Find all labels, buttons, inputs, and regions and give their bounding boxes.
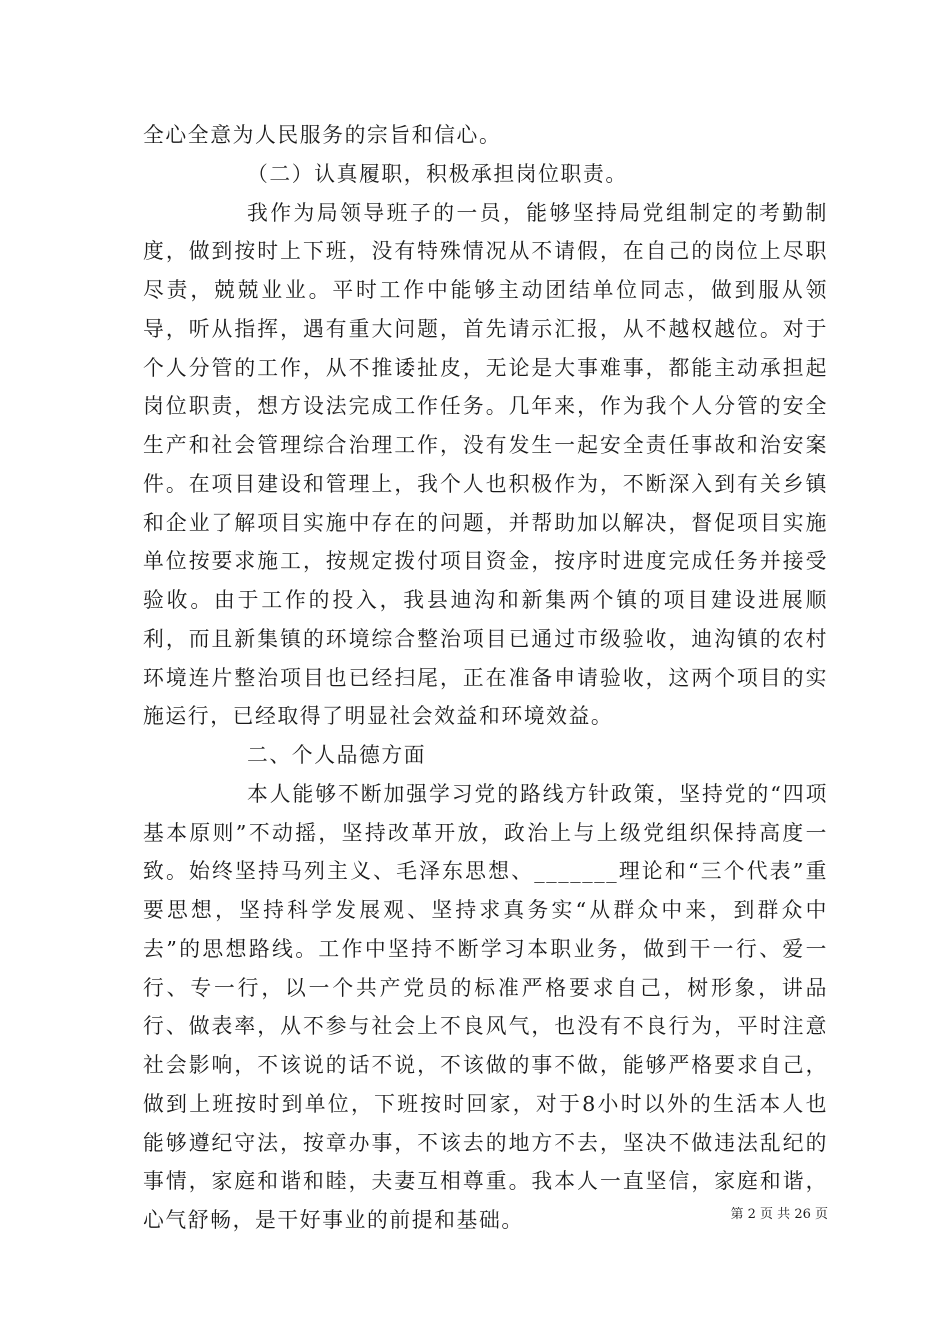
- continuation-paragraph: 全心全意为人民服务的宗旨和信心。: [143, 123, 502, 147]
- page-number-footer: 第 2 页 共 26 页: [730, 1207, 828, 1222]
- section-heading-morality: 二、个人品德方面: [247, 743, 427, 767]
- section-heading-duty: （二）认真履职，积极承担岗位职责。: [247, 161, 628, 186]
- body-paragraph-duty: 我作为局领导班子的一员，能够坚持局党组制定的考勤制度，做到按时上下班，没有特殊情况从不请假，在自己的岗位上尽职尽责，兢兢业业。平时工作中能够主动团结单位同志，做到服从领导，听从指挥，遇有重大问题，首先请示汇报，从不越权越位。对于个人分管的工作，从不推诿扯皮，无论是大事难事，都能主动承担起岗位职责，想方设法完成工作任务。几年来，作为我个人分管的安全生产和社会管理综合治理工作，没有发生一起安全责任事故和治安案件。在项目建设和管理上，我个人也积极作为，不断深入到有关乡镇和企业了解项目实施中存在的问题，并帮助加以解决，督促项目实施单位按要求施工，按规定拨付项目资金，按序时进度完成任务并接受验收。由于工作的投入，我县迪沟和新集两个镇的项目建设进展顺利，而且新集镇的环境综合整治项目已通过市级验收，迪沟镇的农村环境连片整治项目也已经扫尾，正在准备申请验收，这两个项目的实施运行，已经取得了明显社会效益和环境效益。: [143, 200, 828, 729]
- document-body: [143, 116, 828, 1240]
- body-paragraph-morality: 本人能够不断加强学习党的路线方针政策，坚持党的“四项基本原则”不动摇，坚持改革开放，政治上与上级党组织保持高度一致。始终坚持马列主义、毛泽东思想、_______理论和“三个代表”重要思想，坚持科学发展观、坚持求真务实“从群众中来，到群众中去”的思想路线。工作中坚持不断学习本职业务，做到干一行、爱一行、专一行，以一个共产党员的标准严格要求自己，树形象，讲品行、做表率，从不参与社会上不良风气，也没有不良行为，平时注意社会影响，不该说的话不说，不该做的事不做，能够严格要求自己，做到上班按时到单位，下班按时回家，对于8小时以外的生活本人也能够遵纪守法，按章办事，不该去的地方不去，坚决不做违法乱纪的事情，家庭和谐和睦，夫妻互相尊重。我本人一直坚信，家庭和谐，心气舒畅，是干好事业的前提和基础。: [143, 781, 828, 1232]
